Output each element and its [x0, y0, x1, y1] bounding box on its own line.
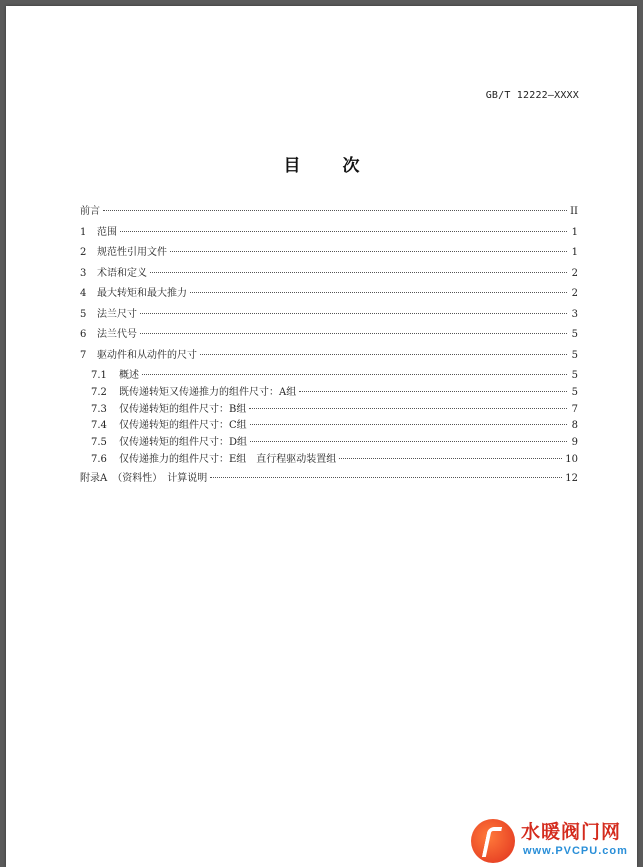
pv-logo-icon [471, 819, 515, 863]
toc-entry-7-4[interactable] [80, 418, 578, 435]
toc-entry-foreword[interactable] [80, 202, 578, 223]
toc-entry-page: 8 [571, 420, 578, 432]
toc-entry-page: 12 [565, 472, 578, 484]
toc-title [6, 151, 637, 176]
toc-entry-scope[interactable] [80, 223, 578, 244]
toc-title-right: 次 [342, 156, 360, 176]
standard-number: GB/T 12222—XXXX [485, 90, 579, 101]
toc-entry-7-6[interactable] [80, 452, 578, 469]
toc-entry-number: 7 [80, 349, 87, 361]
toc-entry-number: 1 [80, 226, 87, 238]
toc-entry-number: 7.3 [91, 403, 107, 415]
toc-leader [170, 250, 567, 252]
toc-entry-page: 2 [571, 288, 578, 299]
toc-leader [250, 423, 567, 425]
toc-entry-number: 7.4 [91, 420, 107, 432]
toc-leader [299, 390, 567, 392]
toc-entry-page: 1 [571, 247, 578, 258]
toc-entry-number: 7.1 [91, 370, 107, 381]
toc-leader [249, 407, 567, 409]
toc-entry-label: 概述 [119, 370, 139, 381]
toc-entry-number: 7.6 [91, 453, 107, 465]
toc-entry-normative-references[interactable] [80, 243, 578, 264]
toc-entry-page: 9 [571, 437, 578, 449]
toc-entry-label: 既传递转矩又传递推力的组件尺寸：A组 [119, 386, 297, 398]
toc-entry-page: 5 [571, 329, 578, 340]
toc-entry-label: 法兰尺寸 [97, 308, 137, 320]
toc-leader [140, 312, 567, 314]
toc-entry-label: 法兰代号 [97, 329, 137, 340]
toc-entry-label: 仅传递推力的组件尺寸：E组 直行程驱动装置组 [119, 453, 337, 465]
toc-entry-appendix-a[interactable] [80, 469, 578, 489]
toc-entry-page: 5 [571, 386, 578, 398]
toc-entry-number: 5 [80, 308, 87, 320]
toc-entry-number: 4 [80, 288, 87, 299]
toc-leader [150, 271, 567, 273]
toc-entry-number: 6 [80, 329, 87, 340]
toc-entry-page: 7 [571, 403, 578, 415]
toc-entry-label: 仅传递转矩的组件尺寸：C组 [119, 420, 247, 432]
toc-entry-label: 术语和定义 [97, 267, 147, 279]
toc-entry-page: 2 [571, 267, 578, 279]
toc-leader [103, 209, 567, 211]
toc-entry-number: 7.5 [91, 437, 107, 449]
toc-entry-label: 仅传递转矩的组件尺寸：D组 [119, 437, 248, 449]
toc-entry-max-torque[interactable] [80, 284, 578, 305]
toc-entry-7-1[interactable] [80, 368, 578, 385]
toc-entry-drive-components[interactable] [80, 346, 578, 367]
toc-entry-number: 7.2 [91, 386, 107, 398]
toc-entry-page: 3 [571, 308, 578, 320]
toc-entry-number: 3 [80, 267, 87, 279]
toc-entry-flange-code[interactable] [80, 325, 578, 346]
toc-entry-page: 10 [565, 453, 578, 465]
toc-entry-flange-dimensions[interactable] [80, 305, 578, 326]
toc-leader [190, 291, 567, 293]
toc-entry-label: 最大转矩和最大推力 [97, 288, 187, 299]
toc-entry-page: 5 [571, 349, 578, 361]
toc-entry-label: 附录A （资料性） 计算说明 [80, 472, 208, 484]
toc-title-left: 目 [283, 156, 301, 176]
toc-entry-7-5[interactable] [80, 435, 578, 452]
table-of-contents [80, 202, 578, 489]
toc-leader [142, 373, 567, 375]
toc-entry-label: 仅传递转矩的组件尺寸：B组 [119, 403, 247, 415]
toc-leader [200, 353, 567, 355]
toc-entry-label: 前言 [80, 206, 100, 217]
toc-entry-page: 1 [571, 226, 578, 238]
toc-entry-7-2[interactable] [80, 385, 578, 402]
toc-entry-terms[interactable] [80, 264, 578, 285]
toc-entry-label: 规范性引用文件 [97, 247, 167, 258]
toc-entry-page: 5 [571, 370, 578, 381]
toc-entry-number: 2 [80, 247, 87, 258]
toc-entry-7-3[interactable] [80, 402, 578, 419]
toc-leader [120, 230, 567, 232]
site-watermark [469, 817, 639, 865]
toc-leader [339, 457, 562, 459]
watermark-site-name: 水暖阀门网 [521, 821, 622, 843]
watermark-site-url: www.PVCPU.com [523, 845, 628, 857]
toc-entry-label: 范围 [97, 226, 117, 238]
toc-leader [140, 332, 567, 334]
toc-entry-label: 驱动件和从动件的尺寸 [97, 349, 197, 361]
toc-leader [250, 440, 567, 442]
toc-entry-page: II [570, 206, 578, 217]
document-page [6, 6, 637, 867]
toc-leader [210, 476, 562, 478]
